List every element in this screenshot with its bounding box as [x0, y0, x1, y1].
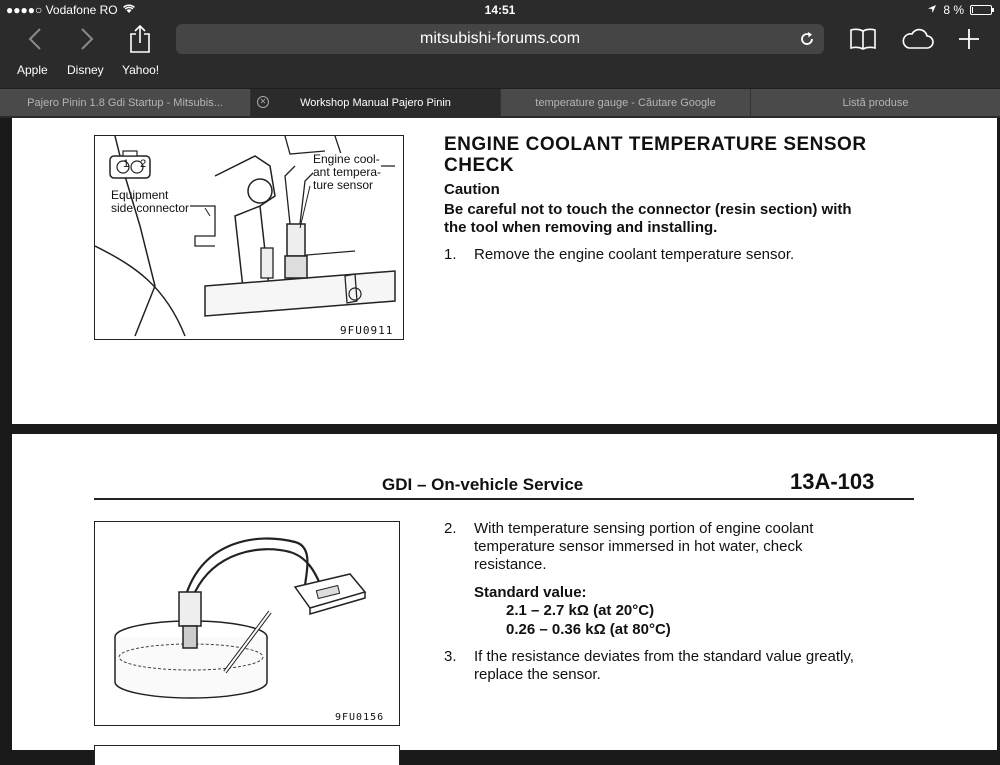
cloud-icon: [900, 28, 934, 50]
chevron-right-icon: [79, 27, 95, 51]
page-number: 13A-103: [790, 469, 875, 494]
figure-code: 9FU0156: [335, 712, 385, 723]
figure-code: 9FU0911: [340, 324, 394, 337]
location-arrow-icon: [927, 3, 937, 17]
step-number: 2.: [444, 520, 457, 537]
section-running-title: GDI – On-vehicle Service: [382, 475, 584, 494]
favorite-apple[interactable]: Apple: [17, 63, 48, 77]
share-button[interactable]: [123, 22, 157, 56]
manual-page-upper: [12, 118, 997, 424]
new-tab-button[interactable]: [952, 22, 986, 56]
close-tab-icon[interactable]: ✕: [257, 96, 269, 108]
address-bar[interactable]: [176, 24, 824, 54]
book-icon: [850, 28, 876, 50]
step-text: With temperature sensing portion of engine coolant temperature sensor immersed in hot water, check resistance.: [474, 520, 814, 573]
step-text: Remove the engine coolant temperature sensor.: [474, 246, 795, 263]
favorite-yahoo[interactable]: Yahoo!: [122, 63, 160, 77]
standard-value-label: Standard value:: [474, 584, 587, 601]
reload-button[interactable]: [796, 28, 818, 50]
step-1: [444, 246, 964, 266]
section-heading: ENGINE COOLANT TEMPERATURE SENSOR CHECK: [444, 134, 867, 176]
bookmarks-button[interactable]: [846, 22, 880, 56]
header-divider: [94, 498, 914, 500]
next-figure-partial: [94, 745, 400, 765]
connector-pin-numbers: 1 2: [123, 158, 151, 170]
step-3: [444, 648, 964, 688]
step-text: If the resistance deviates from the standard value greatly, replace the sensor.: [474, 648, 854, 683]
tab-label: Listă produse: [842, 97, 909, 109]
url-text: mitsubishi-forums.com: [419, 30, 581, 47]
forward-button[interactable]: [70, 22, 104, 56]
plus-icon: [958, 28, 980, 50]
caution-text: Be careful not to touch the connector (resin section) with the tool when removing and installing.: [444, 201, 852, 236]
status-bar: [0, 0, 1000, 20]
carrier-label: ●●●●○ Vodafone RO: [6, 3, 118, 17]
browser-chrome: [0, 0, 1000, 118]
tab-label: Pajero Pinin 1.8 Gdi Startup - Mitsubis...: [27, 97, 223, 109]
step-number: 1.: [444, 246, 457, 263]
sensor-location-figure: [94, 135, 404, 340]
tab-workshop-manual[interactable]: [250, 89, 500, 117]
standard-value-20c: 2.1 – 2.7 kΩ (at 20°C): [506, 602, 655, 619]
manual-page-lower: [12, 434, 997, 750]
tab-temperature-gauge[interactable]: [500, 89, 750, 117]
clock: 14:51: [484, 3, 516, 17]
tab-lista-produse[interactable]: [750, 89, 1000, 117]
caution-heading: Caution: [444, 181, 500, 198]
back-button[interactable]: [18, 22, 52, 56]
resistance-test-figure: [94, 521, 400, 726]
chevron-left-icon: [27, 27, 43, 51]
tab-label: temperature gauge - Căutare Google: [535, 97, 716, 109]
reload-icon: [799, 31, 815, 47]
sensor-callout: Engine cool- ant tempera- ture sensor: [313, 152, 382, 192]
step-number: 3.: [444, 648, 457, 665]
hot-water-test-illustration: [95, 522, 398, 724]
battery-icon: [970, 5, 992, 15]
favorite-disney[interactable]: Disney: [67, 63, 104, 77]
step-2: [444, 520, 964, 576]
navigation-toolbar: [0, 22, 1000, 56]
connector-callout: Equipment side connector: [111, 188, 190, 215]
battery-percent: 8 %: [943, 3, 964, 17]
icloud-tabs-button[interactable]: [900, 22, 934, 56]
favorites-bar: [0, 60, 1000, 80]
tab-bar: [0, 88, 1000, 116]
standard-value-80c: 0.26 – 0.36 kΩ (at 80°C): [506, 621, 671, 638]
share-icon: [129, 25, 151, 53]
tab-label: Workshop Manual Pajero Pinin: [300, 97, 451, 109]
tab-pajero-startup[interactable]: [0, 89, 250, 117]
battery-fill: [972, 7, 973, 13]
